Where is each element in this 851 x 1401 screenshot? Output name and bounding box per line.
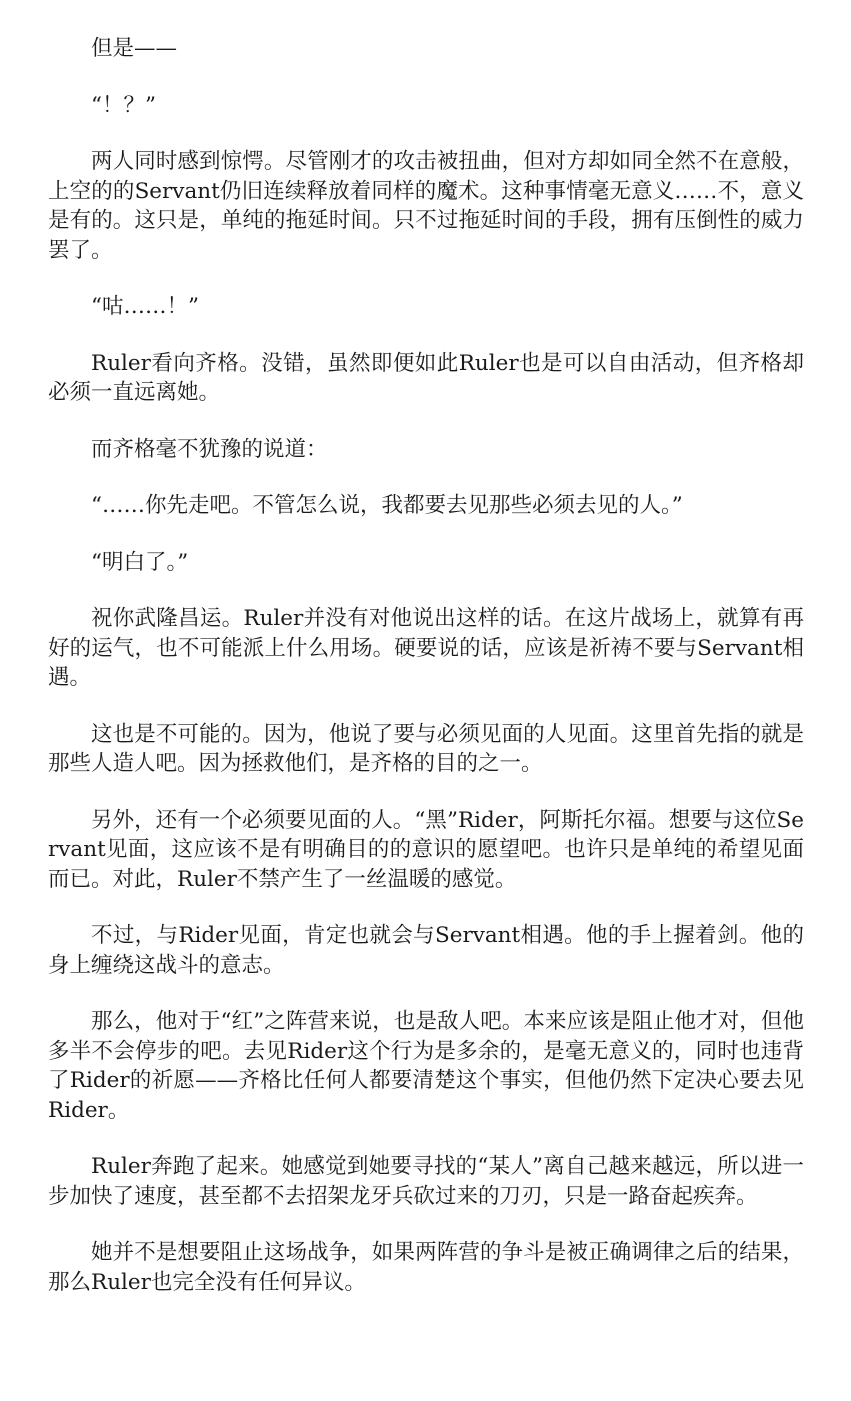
paragraph: 两人同时感到惊愕。尽管刚才的攻击被扭曲，但对方却如同全然不在意般，上空的的Servant仍旧连续释放着同样的魔术。这种事情毫无意义……不，意义是有的。这只是，单纯的拖延时间。只不过拖延时间的手段，拥有压倒性的威力罢了。 (48, 149, 804, 263)
paragraph: 祝你武隆昌运。Ruler并没有对他说出这样的话。在这片战场上，就算有再好的运气，也不可能派上什么用场。硬要说的话，应该是祈祷不要与Servant相遇。 (48, 606, 804, 690)
paragraph: “！？” (91, 92, 156, 118)
paragraph: 这也是不可能的。因为，他说了要与必须见面的人见面。这里首先指的就是那些人造人吧。因为拯救他们，是齐格的目的之一。 (48, 721, 804, 776)
paragraph: “明白了。” (91, 549, 189, 575)
paragraph: Ruler看向齐格。没错，虽然即便如此Ruler也是可以自由活动，但齐格却必须一直远离她。 (48, 350, 804, 405)
paragraph: “……你先走吧。不管怎么说，我都要去见那些必须去见的人。” (91, 493, 683, 518)
paragraph: Ruler奔跑了起来。她感觉到她要寻找的“某人”离自己越来越远，所以进一步加快了速度，甚至都不去招架龙牙兵砍过来的刀刃，只是一路奋起疾奔。 (48, 1154, 804, 1209)
paragraph: “咕……！” (91, 294, 199, 319)
paragraph: 而齐格毫不犹豫的说道： (91, 436, 328, 462)
paragraph: 另外，还有一个必须要见面的人。“黑”Rider，阿斯托尔福。想要与这位Servant见面，这应该不是有明确目的的意识的愿望吧。也许只是单纯的希望见面而已。对此，Ruler不禁产生了一丝温暖的感觉。 (48, 807, 804, 892)
paragraph: 但是—— (91, 36, 178, 61)
paragraph: 那么，他对于“红”之阵营来说，也是敌人吧。本来应该是阻止他才对，但他多半不会停步的吧。去见Rider这个行为是多余的，是毫无意义的，同时也违背了Rider的祈愿——齐格比任何人都要清楚这个事实，但他仍然下定决心要去见Rider。 (48, 1009, 804, 1123)
paragraph: 不过，与Rider见面，肯定也就会与Servant相遇。他的手上握着剑。他的身上缠绕这战斗的意志。 (48, 923, 804, 978)
paragraph: 她并不是想要阻止这场战争，如果两阵营的争斗是被正确调律之后的结果，那么Ruler也完全没有任何异议。 (48, 1240, 804, 1295)
